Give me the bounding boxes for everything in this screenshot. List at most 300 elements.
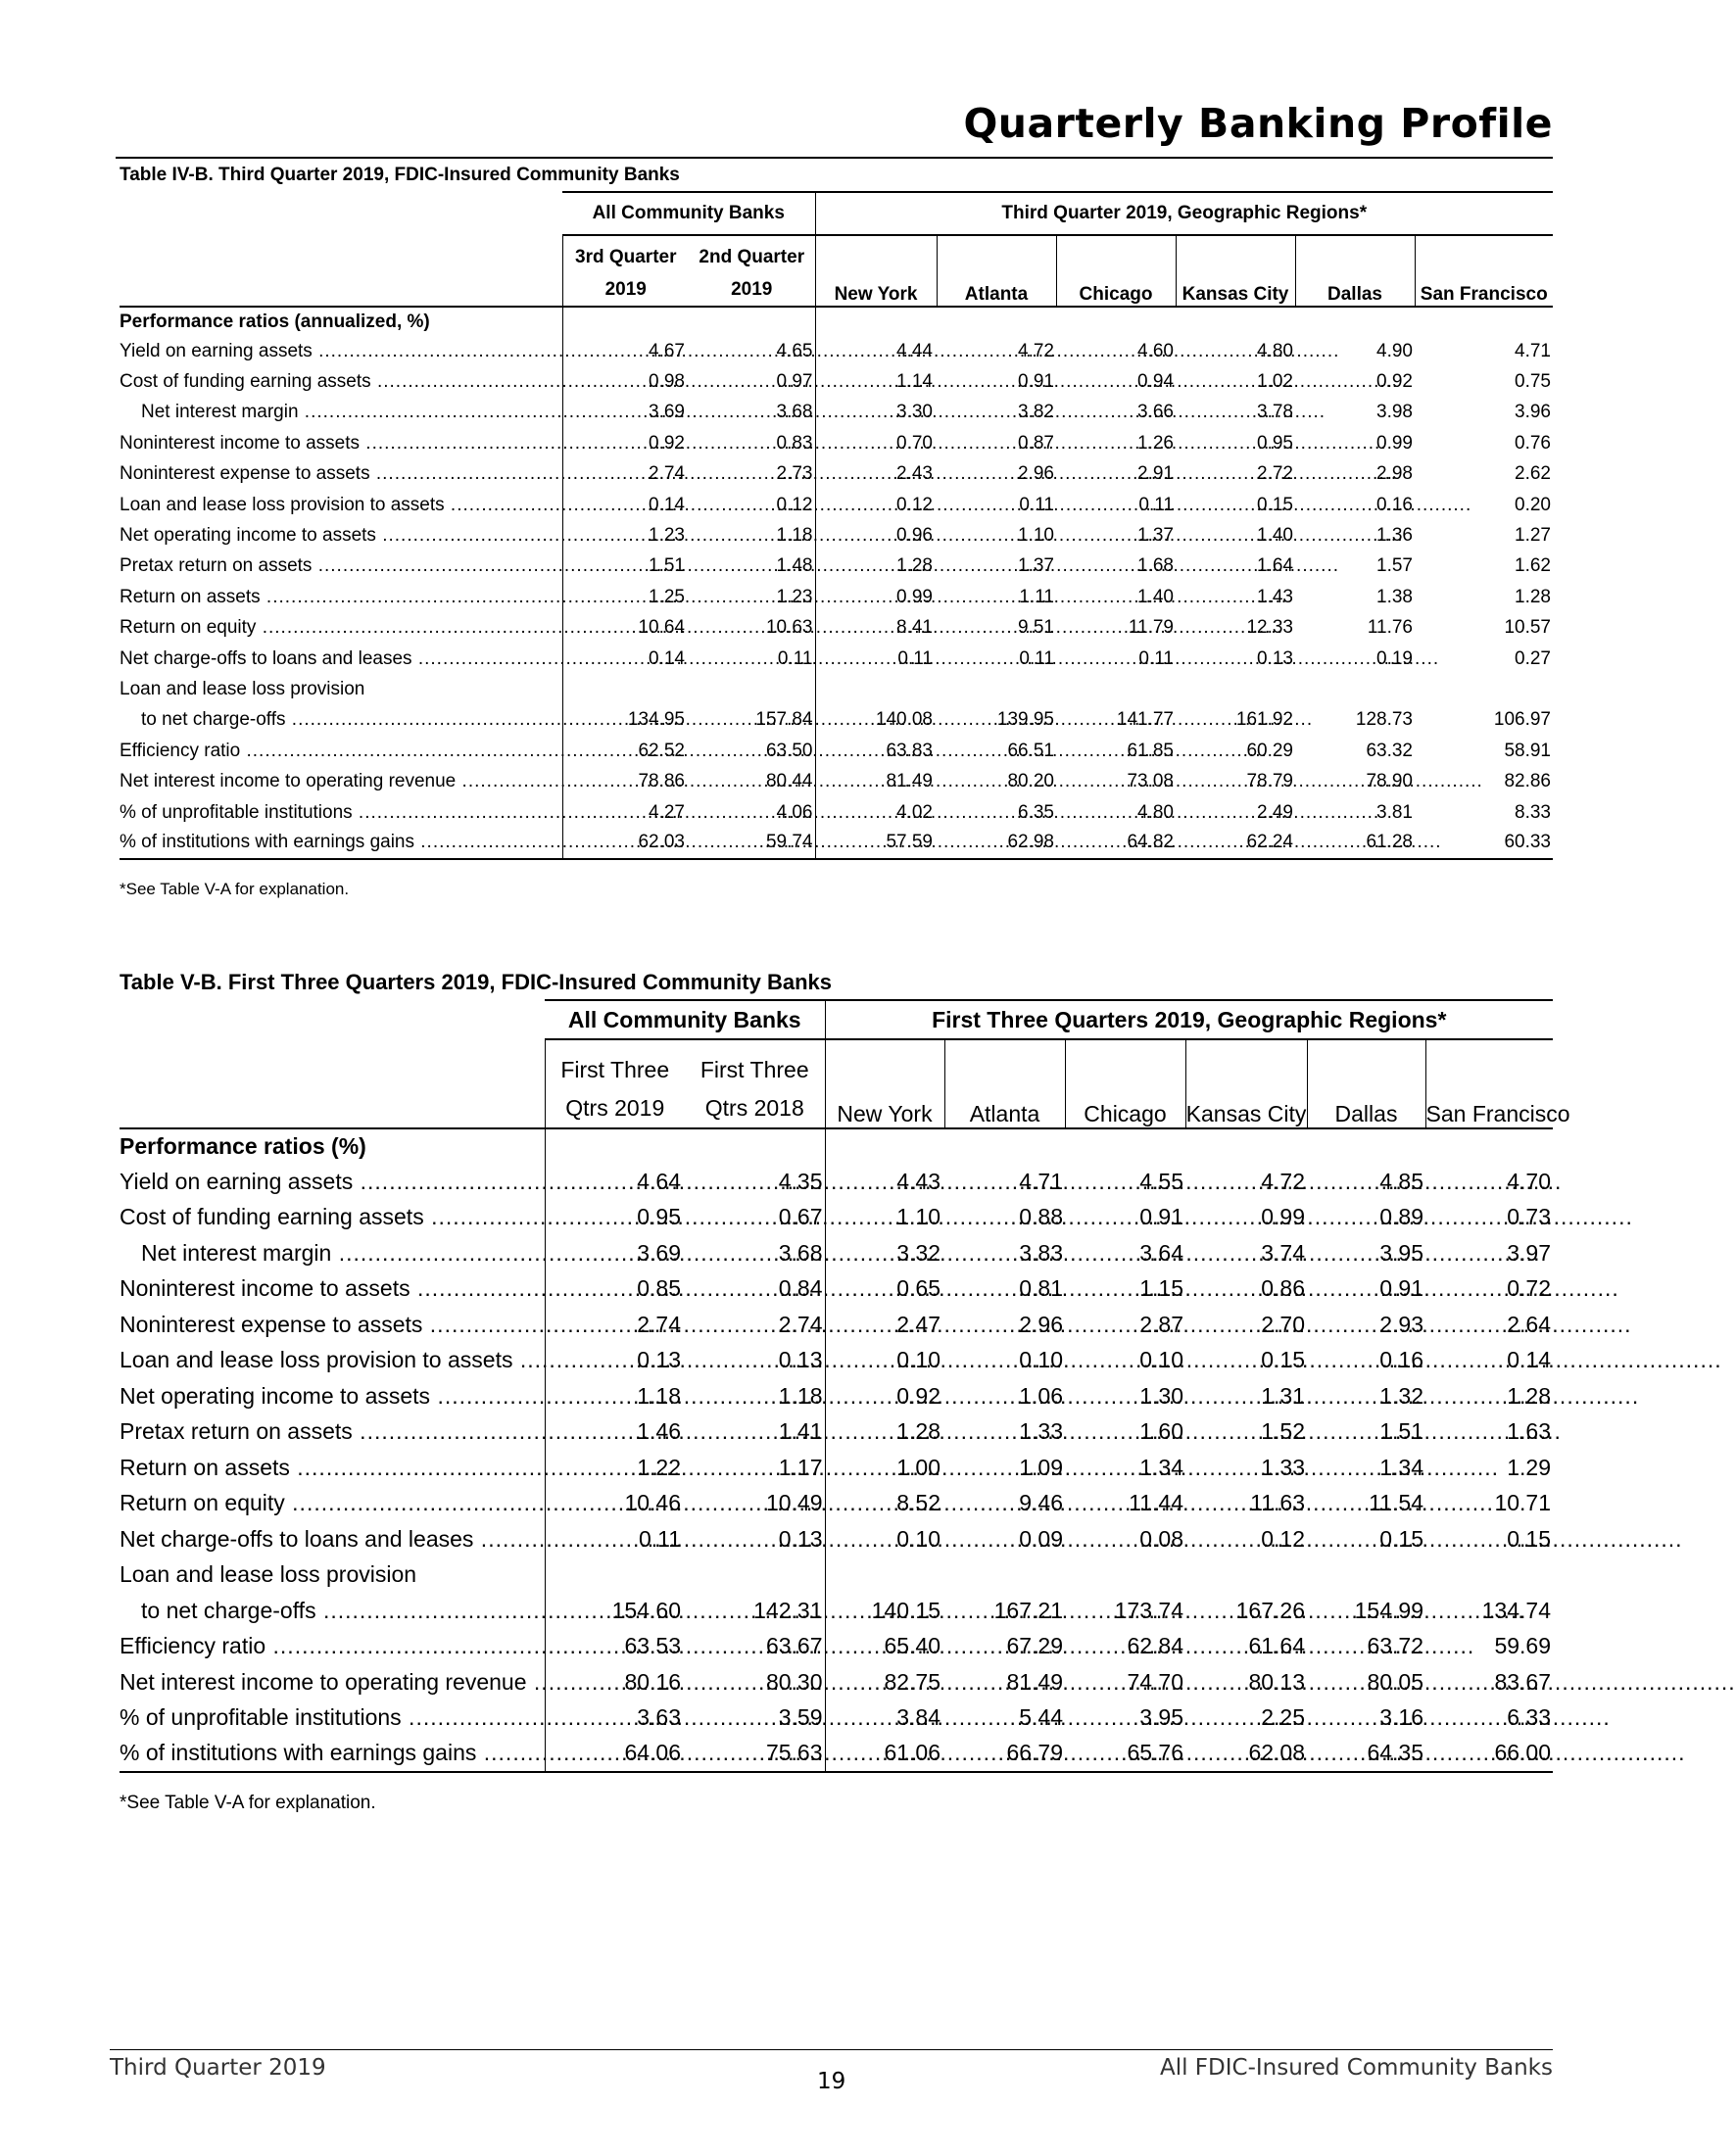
cell-value: 63.67 bbox=[685, 1629, 825, 1665]
row-label: Yield on earning assets ..... bbox=[120, 336, 562, 366]
cell-value: 61.28 bbox=[1295, 828, 1415, 858]
cell-value: 0.65 bbox=[896, 1275, 940, 1302]
cell-value: 10.57 bbox=[1504, 617, 1551, 639]
cell-value: 81.49 bbox=[886, 771, 933, 792]
cell-value: 66.00 bbox=[1425, 1736, 1553, 1772]
cell-value: 1.28 bbox=[1515, 586, 1551, 607]
cell-value: 11.54 bbox=[1369, 1490, 1423, 1516]
cell-value: 2.74 bbox=[649, 463, 685, 485]
cell-value: 60.29 bbox=[1246, 740, 1293, 761]
cell-value: 0.13 bbox=[637, 1347, 681, 1373]
cell-value: 173.74 bbox=[1114, 1597, 1183, 1623]
cell-value: 0.99 bbox=[1261, 1204, 1305, 1230]
cell-value: 3.78 bbox=[1257, 402, 1293, 423]
table-row bbox=[120, 1450, 1553, 1486]
cell-value: 3.97 bbox=[1507, 1239, 1551, 1266]
cell-value: 0.08 bbox=[1139, 1525, 1183, 1552]
cell-value: 10.63 bbox=[689, 613, 815, 644]
row-label: Cost of funding earning assets ..... bbox=[120, 366, 562, 397]
row-label: Cost of funding earning assets ..... bbox=[120, 1200, 545, 1236]
cell-value: 1.38 bbox=[1376, 586, 1413, 607]
cell-value: 1.18 bbox=[685, 1378, 825, 1414]
cell-value: 0.14 bbox=[649, 647, 685, 669]
cell-value: 1.02 bbox=[1257, 371, 1293, 393]
row-label: Net charge-offs to loans and leases ..... bbox=[120, 1521, 545, 1557]
table-row bbox=[120, 1164, 1553, 1200]
cell-value: 0.92 bbox=[896, 1382, 940, 1409]
cell-value: 63.53 bbox=[624, 1633, 681, 1659]
cell-value: 2.43 bbox=[896, 463, 933, 485]
cell-value: 10.71 bbox=[1494, 1490, 1551, 1516]
cell-value: 140.08 bbox=[875, 709, 933, 731]
table-row bbox=[120, 1235, 1553, 1271]
row-label: % of unprofitable institutions ..... bbox=[120, 797, 562, 828]
row-label: Noninterest income to assets ..... bbox=[120, 428, 562, 458]
row-label: Return on equity ..... bbox=[120, 613, 562, 644]
cell-value: 11.76 bbox=[1367, 617, 1413, 639]
cell-value: 62.03 bbox=[562, 828, 689, 858]
cell-value: 0.15 bbox=[1257, 494, 1293, 515]
cell-value: 1.51 bbox=[1379, 1418, 1423, 1445]
footer-right: All FDIC-Insured Community Banks bbox=[1159, 2055, 1553, 2081]
cell-value: 0.81 bbox=[1019, 1275, 1063, 1302]
cell-value: 3.63 bbox=[637, 1704, 681, 1731]
cell-value: 0.83 bbox=[689, 428, 815, 458]
footer-rule bbox=[110, 2049, 1553, 2050]
cell-value: 0.11 bbox=[689, 644, 815, 674]
cell-value: 0.76 bbox=[1515, 432, 1551, 454]
cell-value: 0.11 bbox=[1019, 494, 1054, 515]
cell-value: 78.90 bbox=[1366, 771, 1413, 792]
cell-value: 3.83 bbox=[1019, 1239, 1063, 1266]
cell-value: 3.95 bbox=[1379, 1239, 1423, 1266]
cell-value: 3.69 bbox=[649, 402, 685, 423]
row-label: Net interest margin ..... bbox=[120, 398, 562, 428]
table-row bbox=[120, 1629, 1553, 1665]
cell-value: 3.64 bbox=[1139, 1239, 1183, 1266]
cell-value: 0.97 bbox=[689, 366, 815, 397]
row-label: to net charge-offs ..... bbox=[120, 1593, 545, 1629]
cell-value: 2.72 bbox=[1257, 463, 1293, 485]
cell-value: 1.15 bbox=[1139, 1275, 1183, 1302]
table1-group-all: All Community Banks bbox=[562, 192, 815, 235]
table-row bbox=[120, 459, 1553, 490]
row-label: Noninterest income to assets ..... bbox=[120, 1271, 545, 1308]
table-row bbox=[120, 1521, 1553, 1557]
cell-value: 1.22 bbox=[637, 1454, 681, 1480]
cell-value: 0.15 bbox=[1261, 1347, 1305, 1373]
cell-value: 3.74 bbox=[1261, 1239, 1305, 1266]
cell-value: 154.60 bbox=[611, 1597, 681, 1623]
title-rule bbox=[116, 157, 1553, 159]
cell-value: 60.33 bbox=[1415, 828, 1553, 858]
cell-value: 0.73 bbox=[1507, 1204, 1551, 1230]
row-label: Loan and lease loss provision to assets ..... bbox=[120, 490, 562, 520]
cell-value: 1.30 bbox=[1139, 1382, 1183, 1409]
table-row bbox=[120, 613, 1553, 644]
cell-value: 0.96 bbox=[896, 525, 933, 547]
cell-value: 59.74 bbox=[689, 828, 815, 858]
footer-left: Third Quarter 2019 bbox=[110, 2055, 326, 2081]
cell-value: 4.44 bbox=[896, 340, 933, 361]
cell-value: 154.99 bbox=[1354, 1597, 1423, 1623]
cell-value: 0.86 bbox=[1261, 1275, 1305, 1302]
cell-value: 3.66 bbox=[1137, 402, 1174, 423]
cell-value: 3.98 bbox=[1376, 402, 1413, 423]
cell-value: 1.27 bbox=[1515, 525, 1551, 547]
cell-value: 1.23 bbox=[689, 582, 815, 612]
table1-note: *See Table V-A for explanation. bbox=[120, 880, 350, 898]
cell-value: 4.67 bbox=[649, 340, 685, 361]
cell-value: 1.36 bbox=[1376, 525, 1413, 547]
row-label: % of institutions with earnings gains ..... bbox=[120, 828, 562, 858]
cell-value: 62.08 bbox=[1185, 1736, 1307, 1772]
cell-value: 4.85 bbox=[1379, 1168, 1423, 1194]
row-label: Noninterest expense to assets ..... bbox=[120, 1307, 545, 1343]
cell-value: 167.21 bbox=[993, 1597, 1063, 1623]
cell-value: 1.28 bbox=[896, 555, 933, 577]
cell-value: 2.49 bbox=[1257, 801, 1293, 823]
table1-col-a: 3rd Quarter 2019 bbox=[562, 235, 689, 307]
table-row bbox=[120, 1486, 1553, 1522]
cell-value: 62.84 bbox=[1127, 1633, 1183, 1659]
cell-value: 0.72 bbox=[1507, 1275, 1551, 1302]
cell-value: 4.60 bbox=[1137, 340, 1174, 361]
cell-value: 83.67 bbox=[1494, 1668, 1551, 1695]
table-row bbox=[120, 766, 1553, 796]
cell-value: 1.28 bbox=[1507, 1382, 1551, 1409]
cell-value: 1.26 bbox=[1137, 432, 1174, 454]
cell-value: 141.77 bbox=[1116, 709, 1174, 731]
table-row bbox=[120, 1307, 1553, 1343]
row-label: Loan and lease loss provision bbox=[120, 674, 562, 704]
table1-col-region: Chicago bbox=[1056, 235, 1176, 307]
cell-value: 0.11 bbox=[638, 1525, 681, 1552]
row-label: Net interest margin ..... bbox=[120, 1235, 545, 1271]
table-row bbox=[120, 1736, 1553, 1772]
cell-value: 11.79 bbox=[1128, 617, 1174, 639]
cell-value bbox=[1415, 674, 1553, 704]
table-row bbox=[120, 490, 1553, 520]
table1-col-region: Atlanta bbox=[937, 235, 1056, 307]
cell-value: 4.80 bbox=[1137, 801, 1174, 823]
cell-value: 1.33 bbox=[1261, 1454, 1305, 1480]
cell-value: 4.35 bbox=[685, 1164, 825, 1200]
cell-value: 80.30 bbox=[685, 1664, 825, 1700]
cell-value: 80.16 bbox=[624, 1668, 681, 1695]
cell-value: 0.13 bbox=[685, 1343, 825, 1379]
cell-value: 80.13 bbox=[1248, 1668, 1305, 1695]
cell-value: 59.69 bbox=[1494, 1633, 1551, 1659]
table-row bbox=[120, 674, 1553, 704]
cell-value: 1.64 bbox=[1257, 555, 1293, 577]
cell-value: 0.88 bbox=[1019, 1204, 1063, 1230]
cell-value: 4.64 bbox=[637, 1168, 681, 1194]
cell-value: 0.10 bbox=[896, 1525, 940, 1552]
cell-value: 1.60 bbox=[1139, 1418, 1183, 1445]
cell-value: 66.79 bbox=[944, 1736, 1065, 1772]
cell-value: 4.65 bbox=[689, 336, 815, 366]
table1-col-region: Kansas City bbox=[1176, 235, 1295, 307]
row-label: Yield on earning assets ..... bbox=[120, 1164, 545, 1200]
cell-value: 0.11 bbox=[1138, 647, 1174, 669]
cell-value: 3.68 bbox=[689, 398, 815, 428]
table-row bbox=[120, 1271, 1553, 1308]
table-row bbox=[120, 1557, 1553, 1594]
cell-value: 4.71 bbox=[1515, 340, 1551, 361]
cell-value: 78.79 bbox=[1246, 771, 1293, 792]
cell-value: 0.14 bbox=[649, 494, 685, 515]
cell-value: 1.18 bbox=[689, 520, 815, 551]
cell-value: 2.74 bbox=[637, 1311, 681, 1337]
row-label: Net interest income to operating revenue ..... bbox=[120, 766, 562, 796]
cell-value: 6.35 bbox=[1018, 801, 1054, 823]
cell-value: 0.99 bbox=[1376, 432, 1413, 454]
cell-value: 10.64 bbox=[638, 617, 685, 639]
cell-value: 3.16 bbox=[1379, 1704, 1423, 1731]
row-label: Return on assets ..... bbox=[120, 582, 562, 612]
cell-value: 1.37 bbox=[1137, 525, 1174, 547]
cell-value: 167.26 bbox=[1235, 1597, 1305, 1623]
table2-note: *See Table V-A for explanation. bbox=[120, 1793, 376, 1813]
table-row bbox=[120, 1414, 1553, 1451]
cell-value: 82.86 bbox=[1504, 771, 1551, 792]
cell-value: 0.91 bbox=[1379, 1275, 1423, 1302]
cell-value: 66.51 bbox=[1007, 740, 1054, 761]
cell-value: 3.82 bbox=[1018, 402, 1054, 423]
cell-value: 142.31 bbox=[685, 1593, 825, 1629]
cell-value: 2.91 bbox=[1137, 463, 1174, 485]
cell-value: 3.68 bbox=[685, 1235, 825, 1271]
cell-value bbox=[1065, 1557, 1185, 1594]
table-row bbox=[120, 828, 1553, 858]
cell-value: 0.09 bbox=[1019, 1525, 1063, 1552]
cell-value: 67.29 bbox=[1006, 1633, 1063, 1659]
cell-value: 0.92 bbox=[1376, 371, 1413, 393]
cell-value: 63.32 bbox=[1366, 740, 1413, 761]
cell-value: 1.41 bbox=[685, 1414, 825, 1451]
cell-value: 140.15 bbox=[871, 1597, 940, 1623]
cell-value: 64.82 bbox=[1056, 828, 1176, 858]
cell-value: 1.32 bbox=[1379, 1382, 1423, 1409]
page-number: 19 bbox=[817, 2069, 846, 2094]
cell-value: 9.46 bbox=[1019, 1490, 1063, 1516]
cell-value: 64.06 bbox=[545, 1736, 685, 1772]
cell-value: 2.74 bbox=[685, 1307, 825, 1343]
cell-value: 0.70 bbox=[896, 432, 933, 454]
table1-group-regions: Third Quarter 2019, Geographic Regions* bbox=[815, 192, 1553, 235]
cell-value: 0.85 bbox=[637, 1275, 681, 1302]
cell-value: 10.46 bbox=[624, 1490, 681, 1516]
row-label: Net operating income to assets ..... bbox=[120, 1378, 545, 1414]
cell-value: 0.92 bbox=[649, 432, 685, 454]
cell-value: 1.33 bbox=[1019, 1418, 1063, 1445]
cell-value: 10.49 bbox=[685, 1486, 825, 1522]
table2-col-region: Atlanta bbox=[944, 1039, 1065, 1128]
cell-value bbox=[815, 674, 937, 704]
row-label: Pretax return on assets ..... bbox=[120, 551, 562, 582]
cell-value: 63.72 bbox=[1367, 1633, 1423, 1659]
table-row bbox=[120, 428, 1553, 458]
cell-value: 1.23 bbox=[649, 525, 685, 547]
table-row bbox=[120, 1200, 1553, 1236]
cell-value: 2.87 bbox=[1139, 1311, 1183, 1337]
cell-value bbox=[1185, 1557, 1307, 1594]
cell-value: 1.68 bbox=[1137, 555, 1174, 577]
cell-value: 62.98 bbox=[937, 828, 1056, 858]
table-row bbox=[120, 1343, 1553, 1379]
cell-value: 12.33 bbox=[1246, 617, 1293, 639]
cell-value: 4.72 bbox=[1261, 1168, 1305, 1194]
cell-value: 2.25 bbox=[1261, 1704, 1305, 1731]
cell-value: 157.84 bbox=[689, 705, 815, 736]
table-row bbox=[120, 366, 1553, 397]
cell-value: 1.34 bbox=[1139, 1454, 1183, 1480]
table-row bbox=[120, 398, 1553, 428]
cell-value: 62.52 bbox=[638, 740, 685, 761]
cell-value: 2.93 bbox=[1379, 1311, 1423, 1337]
cell-value: 1.17 bbox=[685, 1450, 825, 1486]
cell-value: 82.75 bbox=[884, 1668, 940, 1695]
table1-col-region: San Francisco bbox=[1415, 235, 1553, 307]
cell-value: 1.63 bbox=[1507, 1418, 1551, 1445]
cell-value: 0.67 bbox=[685, 1200, 825, 1236]
table1-col-region: New York bbox=[815, 235, 937, 307]
table2-col-region: San Francisco bbox=[1425, 1039, 1553, 1128]
cell-value: 80.05 bbox=[1367, 1668, 1423, 1695]
cell-value: 139.95 bbox=[996, 709, 1054, 731]
cell-value: 0.98 bbox=[649, 371, 685, 393]
cell-value: 1.48 bbox=[689, 551, 815, 582]
cell-value: 75.63 bbox=[685, 1736, 825, 1772]
cell-value: 61.85 bbox=[1127, 740, 1174, 761]
cell-value: 2.96 bbox=[1018, 463, 1054, 485]
row-label: % of unprofitable institutions ..... bbox=[120, 1700, 545, 1737]
cell-value: 106.97 bbox=[1493, 709, 1551, 731]
cell-value: 1.57 bbox=[1376, 555, 1413, 577]
cell-value: 65.40 bbox=[884, 1633, 940, 1659]
cell-value bbox=[1295, 674, 1415, 704]
cell-value: 74.70 bbox=[1127, 1668, 1183, 1695]
cell-value: 65.76 bbox=[1065, 1736, 1185, 1772]
cell-value: 5.44 bbox=[1019, 1704, 1063, 1731]
cell-value: 73.08 bbox=[1127, 771, 1174, 792]
cell-value: 1.52 bbox=[1261, 1418, 1305, 1445]
cell-value: 1.14 bbox=[896, 371, 933, 393]
cell-value bbox=[1307, 1557, 1425, 1594]
cell-value: 4.43 bbox=[896, 1168, 940, 1194]
cell-value: 2.62 bbox=[1515, 463, 1551, 485]
cell-value: 62.24 bbox=[1176, 828, 1295, 858]
table1-col-b: 2nd Quarter 2019 bbox=[689, 235, 815, 307]
cell-value: 0.15 bbox=[1379, 1525, 1423, 1552]
cell-value: 0.16 bbox=[1376, 494, 1413, 515]
cell-value: 1.11 bbox=[1019, 586, 1054, 607]
cell-value: 3.30 bbox=[896, 402, 933, 423]
row-label: Loan and lease loss provision to assets ..... bbox=[120, 1343, 545, 1379]
cell-value: 0.13 bbox=[685, 1521, 825, 1557]
cell-value: 1.28 bbox=[896, 1418, 940, 1445]
cell-value: 3.69 bbox=[637, 1239, 681, 1266]
table-row bbox=[120, 1593, 1553, 1629]
cell-value: 4.72 bbox=[1018, 340, 1054, 361]
table2-col-region: Dallas bbox=[1307, 1039, 1425, 1128]
row-label: to net charge-offs ..... bbox=[120, 705, 562, 736]
table-row bbox=[120, 520, 1553, 551]
cell-value: 0.91 bbox=[1139, 1204, 1183, 1230]
cell-value: 8.52 bbox=[896, 1490, 940, 1516]
section-heading: Performance ratios (annualized, %) bbox=[120, 307, 562, 336]
cell-value: 81.49 bbox=[1006, 1668, 1063, 1695]
cell-value: 0.12 bbox=[1261, 1525, 1305, 1552]
cell-value: 1.29 bbox=[1507, 1454, 1551, 1480]
cell-value: 4.02 bbox=[896, 801, 933, 823]
cell-value: 1.51 bbox=[649, 555, 685, 577]
cell-value: 161.92 bbox=[1235, 709, 1293, 731]
row-label: Net charge-offs to loans and leases ..... bbox=[120, 644, 562, 674]
table2-col-region: Kansas City bbox=[1185, 1039, 1307, 1128]
cell-value: 63.83 bbox=[886, 740, 933, 761]
cell-value: 0.89 bbox=[1379, 1204, 1423, 1230]
row-label: Loan and lease loss provision bbox=[120, 1557, 545, 1594]
cell-value: 4.90 bbox=[1376, 340, 1413, 361]
table-row bbox=[120, 336, 1553, 366]
cell-value bbox=[937, 674, 1056, 704]
cell-value: 134.74 bbox=[1481, 1597, 1551, 1623]
cell-value: 0.87 bbox=[1018, 432, 1054, 454]
cell-value: 1.10 bbox=[896, 1204, 940, 1230]
cell-value: 0.10 bbox=[1019, 1347, 1063, 1373]
cell-value: 128.73 bbox=[1355, 709, 1413, 731]
cell-value: 0.11 bbox=[1138, 494, 1174, 515]
cell-value: 0.15 bbox=[1507, 1525, 1551, 1552]
cell-value: 1.37 bbox=[1018, 555, 1054, 577]
cell-value: 80.20 bbox=[1007, 771, 1054, 792]
cell-value: 64.35 bbox=[1307, 1736, 1425, 1772]
cell-value: 0.13 bbox=[1257, 647, 1293, 669]
cell-value: 61.06 bbox=[825, 1736, 944, 1772]
cell-value: 2.64 bbox=[1507, 1311, 1551, 1337]
cell-value: 9.51 bbox=[1018, 617, 1054, 639]
cell-value bbox=[1056, 674, 1176, 704]
cell-value: 134.95 bbox=[627, 709, 685, 731]
cell-value: 3.96 bbox=[1515, 402, 1551, 423]
cell-value: 1.43 bbox=[1257, 586, 1293, 607]
cell-value bbox=[685, 1557, 825, 1594]
cell-value: 1.34 bbox=[1379, 1454, 1423, 1480]
cell-value bbox=[944, 1557, 1065, 1594]
cell-value: 0.12 bbox=[689, 490, 815, 520]
table2-col-b: First Three Qtrs 2018 bbox=[685, 1039, 825, 1128]
cell-value: 4.80 bbox=[1257, 340, 1293, 361]
cell-value: 2.70 bbox=[1261, 1311, 1305, 1337]
cell-value: 2.73 bbox=[689, 459, 815, 490]
table-row bbox=[120, 644, 1553, 674]
cell-value: 78.86 bbox=[638, 771, 685, 792]
cell-value: 2.98 bbox=[1376, 463, 1413, 485]
cell-value: 1.40 bbox=[1257, 525, 1293, 547]
table-row bbox=[120, 1378, 1553, 1414]
cell-value: 0.27 bbox=[1515, 647, 1551, 669]
cell-value bbox=[1176, 674, 1295, 704]
cell-value: 0.14 bbox=[1507, 1347, 1551, 1373]
cell-value: 2.47 bbox=[896, 1311, 940, 1337]
row-label: Net interest income to operating revenue ..... bbox=[120, 1664, 545, 1700]
cell-value: 1.25 bbox=[649, 586, 685, 607]
cell-value: 4.27 bbox=[649, 801, 685, 823]
cell-value: 1.10 bbox=[1018, 525, 1054, 547]
cell-value: 1.00 bbox=[896, 1454, 940, 1480]
